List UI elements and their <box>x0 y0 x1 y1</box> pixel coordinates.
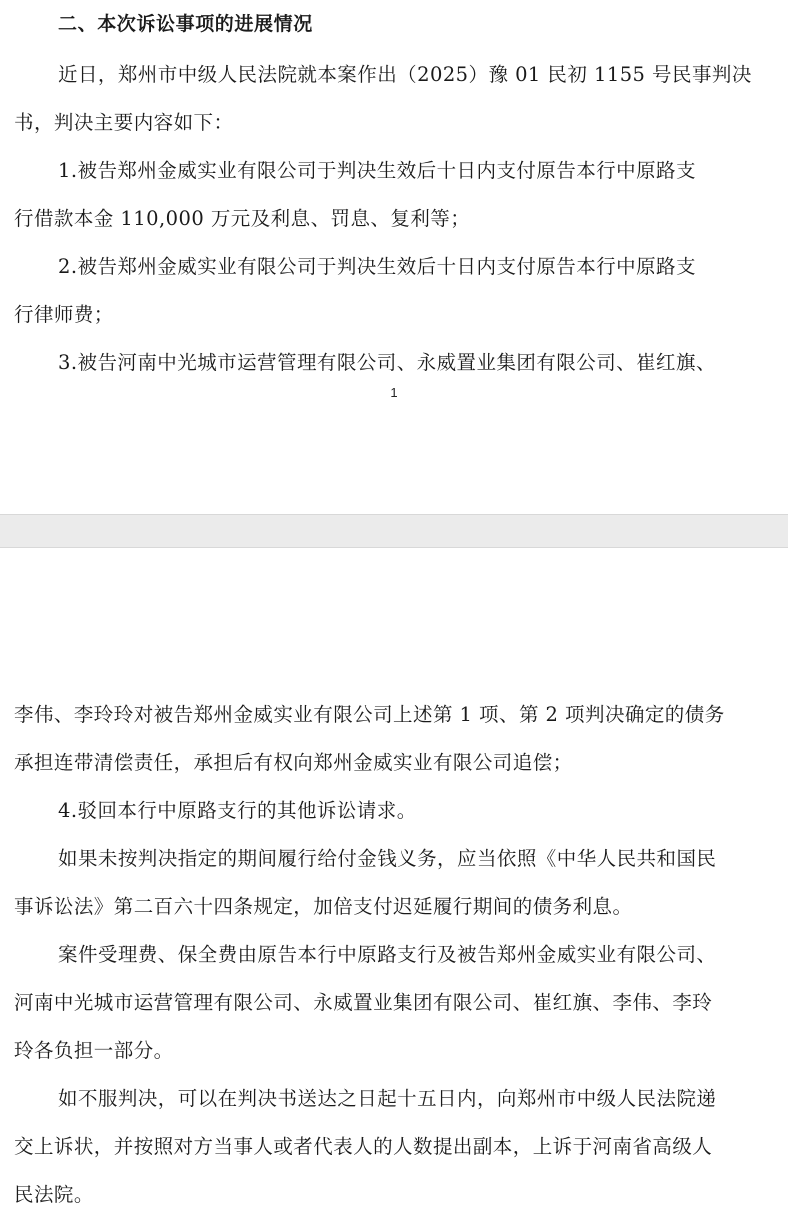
paragraph-line: 交上诉状，并按照对方当事人或者代表人的人数提出副本，上诉于河南省高级人 <box>14 1135 713 1158</box>
section-heading: 二、本次诉讼事项的进展情况 <box>58 13 313 35</box>
paragraph-line: 近日，郑州市中级人民法院就本案作出（2025）豫 01 民初 1155 号民事判决 <box>58 63 752 86</box>
document-page-2 <box>0 548 788 1224</box>
paragraph-line: 事诉讼法》第二百六十四条规定，加倍支付迟延履行期间的债务利息。 <box>14 895 633 918</box>
paragraph-line: 1.被告郑州金威实业有限公司于判决生效后十日内支付原告本行中原路支 <box>58 159 696 182</box>
paragraph-line: 玲各负担一部分。 <box>14 1039 174 1062</box>
document-page-1 <box>0 0 788 514</box>
paragraph-line: 行律师费； <box>14 303 114 326</box>
page-number: 1 <box>390 385 398 400</box>
paragraph-line: 行借款本金 110,000 万元及利息、罚息、复利等； <box>14 207 471 230</box>
paragraph-line: 书，判决主要内容如下： <box>14 111 234 134</box>
paragraph-line: 2.被告郑州金威实业有限公司于判决生效后十日内支付原告本行中原路支 <box>58 255 696 278</box>
paragraph-line: 李伟、李玲玲对被告郑州金威实业有限公司上述第 1 项、第 2 项判决确定的债务 <box>14 703 725 726</box>
paragraph-line: 承担连带清偿责任，承担后有权向郑州金威实业有限公司追偿； <box>14 751 573 774</box>
paragraph-line: 如不服判决，可以在判决书送达之日起十五日内，向郑州市中级人民法院递 <box>58 1087 717 1110</box>
paragraph-line: 案件受理费、保全费由原告本行中原路支行及被告郑州金威实业有限公司、 <box>58 943 717 966</box>
paragraph-line: 4.驳回本行中原路支行的其他诉讼请求。 <box>58 799 417 822</box>
paragraph-line: 民法院。 <box>14 1183 94 1206</box>
paragraph-line: 河南中光城市运营管理有限公司、永威置业集团有限公司、崔红旗、李伟、李玲 <box>14 991 713 1014</box>
paragraph-line: 如果未按判决指定的期间履行给付金钱义务，应当依照《中华人民共和国民 <box>58 847 717 870</box>
page-separator <box>0 514 788 548</box>
paragraph-line: 3.被告河南中光城市运营管理有限公司、永威置业集团有限公司、崔红旗、 <box>58 351 716 374</box>
